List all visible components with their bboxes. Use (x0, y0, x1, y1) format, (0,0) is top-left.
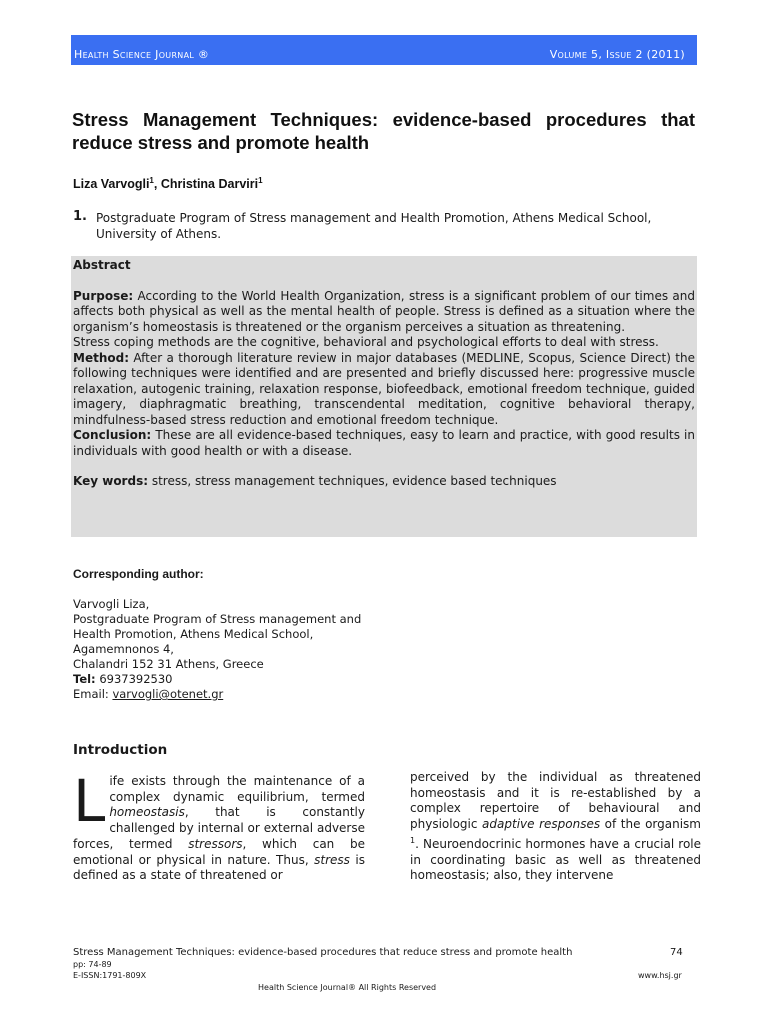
author-name: Liza Varvogli (73, 177, 150, 192)
coping-text: Stress coping methods are the cognitive, behavioral and psychological efforts to deal with stress. (73, 335, 659, 349)
intro-column-right (410, 770, 701, 884)
conclusion-text: These are all evidence-based techniques, easy to learn and practice, with good results in individuals with good health or with a disease. (73, 428, 695, 458)
footer-title: Stress Management Techniques: evidence-based procedures that reduce stress and promote health (73, 947, 573, 958)
intro-term: stress (314, 852, 350, 867)
intro-text: of the organism (600, 817, 701, 832)
corr-address-line: Chalandri 152 31 Athens, Greece (73, 657, 264, 671)
corr-address-line: Agamemnonos 4, (73, 642, 174, 656)
method-label: Method: (73, 350, 129, 365)
affiliation-text: Postgraduate Program of Stress management and Health Promotion, Athens Medical School, University of Athens. (96, 211, 652, 241)
intro-term: homeostasis (109, 805, 185, 820)
keywords-text: stress, stress management techniques, evidence based techniques (148, 474, 557, 488)
author-name: Christina Darviri (160, 177, 259, 192)
abstract-box (71, 256, 697, 537)
intro-term: adaptive responses (482, 817, 601, 832)
journal-name: Health Science Journal ® (74, 48, 210, 61)
tel-label: Tel: (73, 672, 96, 686)
method-text: After a thorough literature review in major databases (MEDLINE, Scopus, Science Direct) the following techniques were identified and are presented and briefly discussed here: progressive muscle relaxation, autogenic training, relaxation response, biofeedback, emotional freedom technique, guided imagery, diaphragmatic breathing, transcendental meditation, cognitive behavioral therapy, mindfulness-based stress reduction and emotional freedom technique. (73, 350, 695, 427)
footer-issn: E-ISSN:1791-809X (73, 971, 147, 980)
tel-number: 6937392530 (95, 672, 173, 686)
author-list (73, 176, 263, 191)
intro-text: perceived by the individual as threatened homeostasis and it is re-established by a complex repertoire of behavioural and physiologic (410, 770, 701, 832)
corr-name: Varvogli Liza, (73, 597, 150, 611)
corr-address-line: Postgraduate Program of Stress management and (73, 612, 362, 626)
intro-text: is defined as a state of threatened or (73, 852, 365, 883)
citation-marker: 1 (410, 835, 416, 845)
paper-title: Stress Management Techniques: evidence-based procedures that reduce stress and promote health (72, 109, 695, 153)
intro-text: ife exists through the maintenance of a complex dynamic equilibrium, termed (109, 774, 365, 804)
corresponding-author-label: Corresponding author: (73, 567, 204, 581)
footer-website: www.hsj.gr (638, 971, 682, 980)
email-link[interactable]: varvogli@otenet.gr (112, 687, 224, 701)
intro-text: . Neuroendocrinic hormones have a crucial role in coordinating basic as well as threatened homeostasis; also, they intervene (410, 836, 701, 883)
corr-address-line: Health Promotion, Athens Medical School, (73, 627, 314, 641)
journal-header-bar (71, 35, 697, 65)
footer-pages: pp: 74-89 (73, 960, 112, 969)
introduction-heading: Introduction (73, 742, 168, 758)
intro-text: , that is constantly challenged by internal or external adverse forces, termed (73, 805, 365, 851)
page-number: 74 (670, 947, 683, 958)
volume-issue: Volume 5, Issue 2 (2011) (549, 48, 685, 61)
purpose-label: Purpose: (73, 288, 134, 303)
author-separator: , (153, 177, 161, 192)
affiliation-marker: 1 (258, 176, 263, 185)
intro-column-left (73, 767, 365, 884)
conclusion-label: Conclusion: (73, 428, 152, 442)
abstract-heading: Abstract (73, 258, 131, 272)
affiliation-marker: 1 (149, 176, 154, 185)
corresponding-author-block (73, 597, 361, 702)
drop-cap: L (73, 767, 106, 835)
intro-text: , which can be emotional or physical in nature. Thus, (73, 836, 365, 867)
email-label: Email: (73, 687, 113, 701)
intro-term: stressors (188, 836, 243, 851)
affiliation-number: 1. (73, 209, 87, 224)
purpose-text: According to the World Health Organization, stress is a significant problem of our times and affects both physical as well as the mental health of people. Stress is defined as a situation where the organism’s homeostasis is threatened or the organism perceives a situation as threatening. (73, 288, 695, 334)
footer-rights: Health Science Journal® All Rights Reserved (258, 983, 437, 992)
keywords-label: Key words: (73, 474, 149, 488)
